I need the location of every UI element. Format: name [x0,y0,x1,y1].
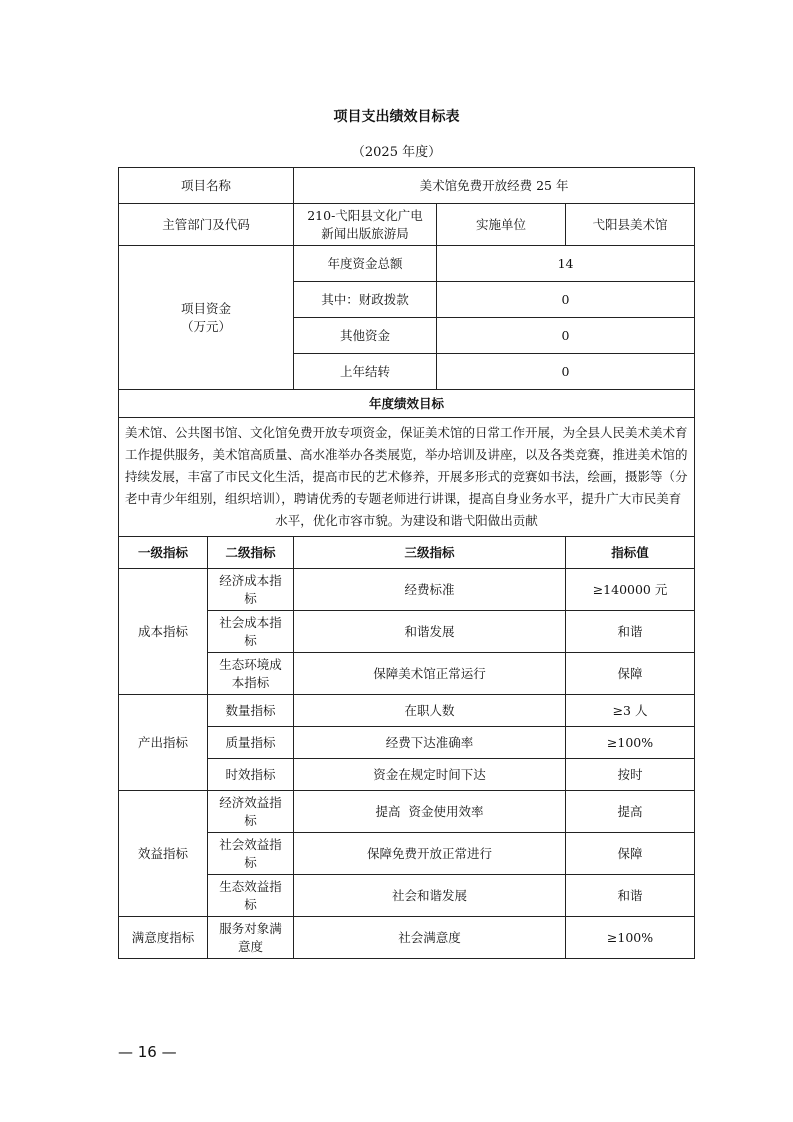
level2-indicator [208,917,294,959]
level3-indicator: 和谐发展 [294,611,566,653]
level2-indicator-line1: 经济成本指 [219,572,282,588]
indicator-row [119,791,695,833]
level1-indicator: 产出指标 [119,695,208,791]
project-name-label: 项目名称 [119,168,294,204]
level2-indicator-line1: 社会效益指 [219,836,282,852]
indicator-value: 和谐 [566,611,695,653]
indicator-value: 按时 [566,759,695,791]
level3-indicator: 提高 资金使用效率 [294,791,566,833]
page-title: 项目支出绩效目标表 [333,109,460,125]
indicator-value: 和谐 [566,875,695,917]
indicator-value: 提高 [566,791,695,833]
fund-value: 0 [437,354,695,390]
level3-indicator: 经费下达准确率 [294,727,566,759]
indicator-value: ≥3 人 [566,695,695,727]
level2-indicator-line1: 生态环境成 [219,656,282,672]
level2-indicator [208,653,294,695]
level2-indicator [208,875,294,917]
department-value-line2: 新闻出版旅游局 [321,225,409,241]
header-level2: 二级指标 [208,537,294,569]
level2-indicator-line2: 标 [244,632,257,648]
goal-heading-row [119,390,695,418]
project-name-value: 美术馆免费开放经费 25 年 [294,168,695,204]
level2-indicator-line1: 质量指标 [225,734,276,750]
indicator-header-row [119,537,695,569]
level2-indicator-line2: 意度 [238,938,264,954]
level2-indicator-line1: 经济效益指 [219,794,282,810]
project-funds-title: 项目资金 [181,300,232,316]
level2-indicator [208,791,294,833]
indicator-row [119,695,695,727]
department-value [294,204,437,246]
project-funds-label [119,246,294,390]
indicator-row [119,917,695,959]
level2-indicator [208,695,294,727]
fund-value: 0 [437,282,695,318]
level2-indicator-line1: 数量指标 [225,702,276,718]
fund-value: 14 [437,246,695,282]
level3-indicator: 经费标准 [294,569,566,611]
goal-text-row [119,418,695,537]
page-number: — 16 — [118,1043,177,1061]
level3-indicator: 社会满意度 [294,917,566,959]
level2-indicator-line1: 服务对象满 [219,920,282,936]
project-funds-unit: （万元） [181,318,232,334]
level1-indicator: 满意度指标 [119,917,208,959]
fund-value: 0 [437,318,695,354]
indicator-value: ≥100% [566,727,695,759]
level2-indicator-line2: 标 [244,896,257,912]
level3-indicator: 保障美术馆正常运行 [294,653,566,695]
level2-indicator [208,611,294,653]
project-name-row [119,168,695,204]
fund-label: 其他资金 [294,318,437,354]
level2-indicator [208,833,294,875]
goal-heading: 年度绩效目标 [119,390,695,418]
indicator-body [119,569,695,959]
fund-label: 上年结转 [294,354,437,390]
performance-table [118,167,695,959]
level2-indicator [208,759,294,791]
goal-text: 美术馆、公共图书馆、文化馆免费开放专项资金，保证美术馆的日常工作开展，为全县人民美术美术育工作提供服务，美术馆高质量、高水准举办各类展览，举办培训及讲座，以及各类竞赛，推进美术馆的持续发展，丰富了市民文化生活，提高市民的艺术修养，开展多形式的竞赛如书法，绘画，摄影等（分老中青少年组别，组织培训），聘请优秀的专题老师进行讲课，提高自身业务水平，提升广大市民美育水平，优化市容市貌。为建设和谐弋阳做出贡献 [119,418,695,537]
implementing-unit-value: 弋阳县美术馆 [566,204,695,246]
department-label: 主管部门及代码 [119,204,294,246]
indicator-row [119,569,695,611]
level1-indicator: 效益指标 [119,791,208,917]
level2-indicator-line1: 时效指标 [225,766,276,782]
header-level3: 三级指标 [294,537,566,569]
header-level1: 一级指标 [119,537,208,569]
level3-indicator: 资金在规定时间下达 [294,759,566,791]
level2-indicator-line1: 社会成本指 [219,614,282,630]
level2-indicator-line2: 标 [244,812,257,828]
indicator-value: ≥140000 元 [566,569,695,611]
level1-indicator: 成本指标 [119,569,208,695]
level3-indicator: 社会和谐发展 [294,875,566,917]
indicator-value: ≥100% [566,917,695,959]
indicator-value: 保障 [566,833,695,875]
fund-label: 年度资金总额 [294,246,437,282]
level2-indicator [208,727,294,759]
department-value-line1: 210-弋阳县文化广电 [307,207,423,223]
funds-row [119,246,695,282]
indicator-value: 保障 [566,653,695,695]
fund-label: 其中：财政拨款 [294,282,437,318]
level3-indicator: 保障免费开放正常进行 [294,833,566,875]
fiscal-year: （2025 年度） [351,145,442,160]
level2-indicator-line1: 生态效益指 [219,878,282,894]
header-value: 指标值 [566,537,695,569]
level2-indicator-line2: 本指标 [231,674,270,690]
level3-indicator: 在职人数 [294,695,566,727]
level2-indicator-line2: 标 [244,590,257,606]
implementing-unit-label: 实施单位 [437,204,566,246]
level2-indicator [208,569,294,611]
department-row [119,204,695,246]
level2-indicator-line2: 标 [244,854,257,870]
